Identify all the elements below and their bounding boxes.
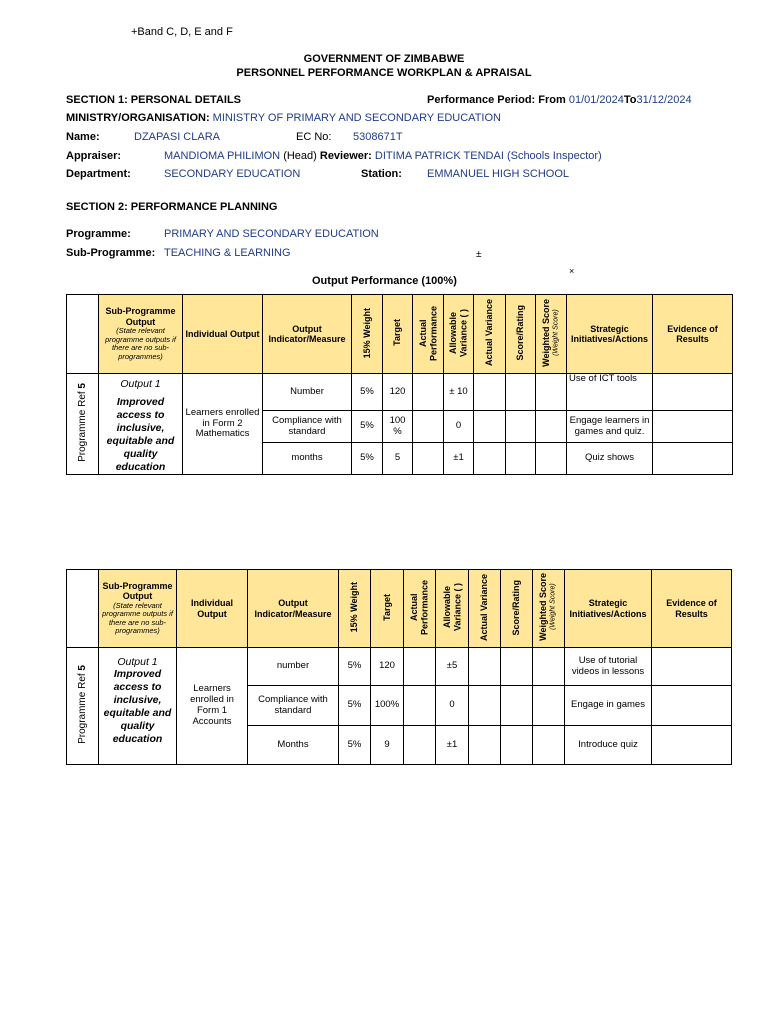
ec-label: EC No:: [296, 131, 332, 143]
weighted-cell[interactable]: [536, 443, 567, 475]
header-target: Target: [383, 295, 413, 374]
evidence-cell[interactable]: [652, 686, 732, 726]
weight-cell: 5%: [339, 648, 371, 686]
allowable-cell: 0: [444, 411, 474, 443]
strategic-cell: Use of ICT tools: [567, 374, 653, 411]
ministry-value: MINISTRY OF PRIMARY AND SECONDARY EDUCATION: [212, 112, 501, 124]
score-cell[interactable]: [501, 726, 533, 765]
period-to: 31/12/2024: [636, 94, 692, 106]
subprogramme-value: TEACHING & LEARNING: [164, 247, 291, 259]
period-label: Performance Period: From: [427, 94, 566, 106]
header-actual-performance: Actual Performance: [404, 570, 436, 648]
actual-cell[interactable]: [404, 726, 436, 765]
individual-output: Learners enrolled in Form 1 Accounts: [177, 648, 248, 765]
sub-programme-output: Output 1 Improved access to inclusive, equitable and quality education: [99, 374, 183, 475]
header-weight: 15% Weight: [339, 570, 371, 648]
actual-variance-cell[interactable]: [474, 374, 506, 411]
ministry-label: MINISTRY/ORGANISATION:: [66, 112, 210, 124]
department-label: Department:: [66, 168, 131, 180]
output-performance-title: Output Performance (100%): [312, 275, 457, 287]
gov-title: GOVERNMENT OF ZIMBABWE: [303, 53, 465, 65]
target-cell: 100 %: [383, 411, 413, 443]
table-row: [67, 374, 733, 411]
header-score-rating: Score/Rating: [501, 570, 533, 648]
header-target: Target: [371, 570, 404, 648]
appraiser-value: MANDIOMA PHILIMON: [164, 150, 281, 162]
indicator-cell: months: [263, 443, 352, 475]
evidence-cell[interactable]: [652, 726, 732, 765]
weighted-cell[interactable]: [533, 648, 565, 686]
strategic-cell: Use of tutorial videos in lessons: [565, 648, 652, 686]
programme-value: PRIMARY AND SECONDARY EDUCATION: [164, 228, 379, 240]
workplan-table-2: [66, 569, 732, 765]
target-cell: 120: [371, 648, 404, 686]
allowable-cell: 0: [436, 686, 469, 726]
subprogramme-label: Sub-Programme:: [66, 247, 156, 259]
weight-cell: 5%: [352, 411, 383, 443]
target-cell: 9: [371, 726, 404, 765]
target-cell: 100%: [371, 686, 404, 726]
header-weighted-score: Weighted Score (Weight Score): [533, 570, 565, 648]
header-allowable-variance: Allowable Variance ( ): [444, 295, 474, 374]
score-cell[interactable]: [506, 411, 536, 443]
evidence-cell[interactable]: [653, 374, 733, 411]
programme-ref: Programme Ref 5: [67, 648, 99, 765]
department-value: SECONDARY EDUCATION: [164, 168, 301, 180]
times-symbol: ×: [569, 266, 575, 276]
strategic-cell: Engage learners in games and quiz.: [567, 411, 653, 443]
performance-period: [427, 94, 692, 106]
weighted-cell[interactable]: [536, 374, 567, 411]
header-individual-output: Individual Output: [183, 295, 263, 374]
band-note: +Band C, D, E and F: [131, 26, 233, 38]
evidence-cell[interactable]: [653, 443, 733, 475]
header-evidence: Evidence of Results: [652, 570, 732, 648]
appraiser-label: Appraiser:: [66, 150, 122, 162]
name-label: Name:: [66, 131, 100, 143]
strategic-cell: Introduce quiz: [565, 726, 652, 765]
header-actual-variance: Actual Variance: [474, 295, 506, 374]
table-row: [67, 648, 732, 686]
strategic-cell: Quiz shows: [567, 443, 653, 475]
score-cell[interactable]: [501, 686, 533, 726]
actual-variance-cell[interactable]: [474, 443, 506, 475]
weight-cell: 5%: [352, 443, 383, 475]
reviewer-label: Reviewer:: [319, 150, 372, 162]
workplan-table-1: [66, 294, 733, 475]
programme-ref: Programme Ref 5: [67, 374, 99, 475]
header-blank: [67, 295, 99, 374]
doc-title: PERSONNEL PERFORMANCE WORKPLAN & APRAISAL: [236, 67, 532, 79]
header-weighted-score: Weighted Score (Weight Score): [536, 295, 567, 374]
target-cell: 120: [383, 374, 413, 411]
section1-heading: SECTION 1: PERSONAL DETAILS: [66, 94, 242, 106]
allowable-cell: ± 10: [444, 374, 474, 411]
actual-variance-cell[interactable]: [474, 411, 506, 443]
reviewer-value: DITIMA PATRICK TENDAI (Schools Inspector): [374, 150, 602, 162]
indicator-cell: Compliance with standard: [248, 686, 339, 726]
header-strategic: Strategic Initiatives/Actions: [567, 295, 653, 374]
score-cell[interactable]: [506, 443, 536, 475]
period-from: 01/01/2024: [568, 94, 624, 106]
weight-cell: 5%: [339, 726, 371, 765]
weighted-cell[interactable]: [533, 686, 565, 726]
section2-heading: SECTION 2: PERFORMANCE PLANNING: [66, 201, 278, 213]
header-sub-programme-output: Sub-Programme Output (State relevant programme outputs if there are no sub-programmes): [99, 295, 183, 374]
indicator-cell: number: [248, 648, 339, 686]
allowable-cell: ±1: [436, 726, 469, 765]
allowable-cell: ±1: [444, 443, 474, 475]
header-indicator: Output Indicator/Measure: [263, 295, 352, 374]
allowable-cell: ±5: [436, 648, 469, 686]
strategic-cell: Engage in games: [565, 686, 652, 726]
appraiser-line: [164, 150, 602, 162]
actual-cell[interactable]: [413, 374, 444, 411]
evidence-cell[interactable]: [652, 648, 732, 686]
station-value: EMMANUEL HIGH SCHOOL: [427, 168, 570, 180]
header-evidence: Evidence of Results: [653, 295, 733, 374]
weight-cell: 5%: [339, 686, 371, 726]
plus-minus-symbol: ±: [476, 249, 482, 260]
weighted-cell[interactable]: [533, 726, 565, 765]
header-sub-programme-output: Sub-Programme Output (State relevant programme outputs if there are no sub-programmes): [99, 570, 177, 648]
header-actual-performance: Actual Performance: [413, 295, 444, 374]
actual-cell[interactable]: [413, 411, 444, 443]
header-blank: [67, 570, 99, 648]
header-indicator: Output Indicator/Measure: [248, 570, 339, 648]
header-allowable-variance: Allowable Variance ( ): [436, 570, 469, 648]
target-cell: 5: [383, 443, 413, 475]
individual-output: Learners enrolled in Form 2 Mathematics: [183, 374, 263, 475]
indicator-cell: Compliance with standard: [263, 411, 352, 443]
actual-cell[interactable]: [413, 443, 444, 475]
period-to-label: To: [623, 94, 637, 106]
programme-label: Programme:: [66, 228, 131, 240]
appraiser-role: (Head): [283, 150, 317, 162]
header-strategic: Strategic Initiatives/Actions: [565, 570, 652, 648]
name-value: DZAPASI CLARA: [134, 131, 220, 143]
ec-value: 5308671T: [353, 131, 403, 143]
actual-variance-cell[interactable]: [469, 686, 501, 726]
evidence-cell[interactable]: [653, 411, 733, 443]
header-weight: 15% Weight: [352, 295, 383, 374]
station-label: Station:: [361, 168, 402, 180]
indicator-cell: Number: [263, 374, 352, 411]
weighted-cell[interactable]: [536, 411, 567, 443]
header-actual-variance: Actual Variance: [469, 570, 501, 648]
actual-cell[interactable]: [404, 686, 436, 726]
score-cell[interactable]: [501, 648, 533, 686]
actual-cell[interactable]: [404, 648, 436, 686]
indicator-cell: Months: [248, 726, 339, 765]
actual-variance-cell[interactable]: [469, 648, 501, 686]
header-score-rating: Score/Rating: [506, 295, 536, 374]
actual-variance-cell[interactable]: [469, 726, 501, 765]
weight-cell: 5%: [352, 374, 383, 411]
score-cell[interactable]: [506, 374, 536, 411]
ministry-line: [66, 112, 501, 124]
sub-programme-output: Output 1 Improved access to inclusive, equitable and quality education: [99, 648, 177, 765]
header-individual-output: Individual Output: [177, 570, 248, 648]
